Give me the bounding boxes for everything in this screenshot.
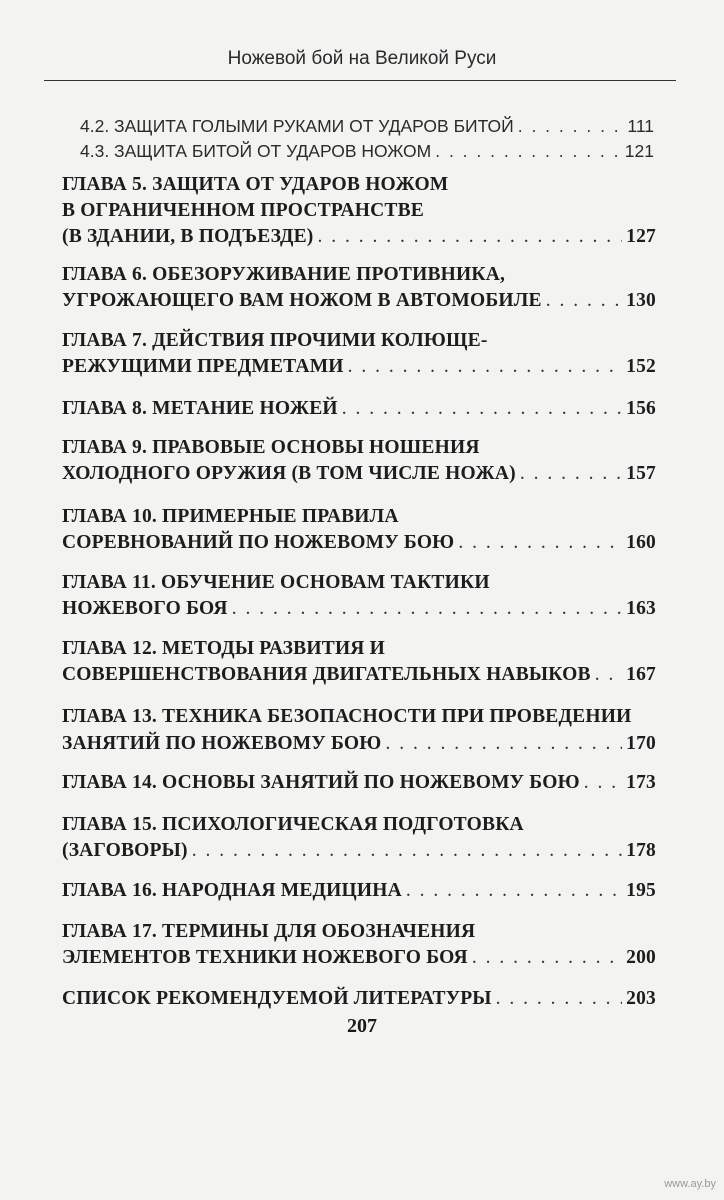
leader-dots [520,463,622,485]
page-number: 207 [347,1015,377,1037]
toc-ch13-line2 [62,733,656,755]
leader-dots [385,733,622,755]
leader-dots [458,532,622,554]
leader-dots [472,947,622,969]
toc-ch10-line2 [62,532,656,554]
leader-dots [406,880,622,902]
toc-entry-4-3 [80,141,654,162]
toc-entry-title: ЭЛЕМЕНТОВ ТЕХНИКИ НОЖЕВОГО БОЯ [62,947,468,968]
toc-ch11-line2 [62,598,656,620]
toc-entry-4-2 [80,116,654,137]
leader-dots [232,598,622,620]
leader-dots [348,356,622,378]
toc-page-number: 200 [626,947,656,968]
toc-page-number: 111 [627,116,654,136]
toc-entry-title: (ЗАГОВОРЫ) [62,840,188,861]
toc-page-number: 127 [626,226,656,247]
toc-page-number: 160 [626,532,656,553]
toc-entry-title: СОРЕВНОВАНИЙ ПО НОЖЕВОМУ БОЮ [62,532,455,553]
toc-page-number: 156 [626,398,656,419]
leader-dots [496,988,622,1010]
toc-ch5-line1: ГЛАВА 5. ЗАЩИТА ОТ УДАРОВ НОЖОМ [62,174,449,195]
toc-ch17-line1: ГЛАВА 17. ТЕРМИНЫ ДЛЯ ОБОЗНАЧЕНИЯ [62,921,476,942]
leader-dots [435,141,621,162]
toc-literature [62,988,656,1010]
running-head: Ножевой бой на Великой Руси [227,48,497,69]
toc-entry-title: СОВЕРШЕНСТВОВАНИЯ ДВИГАТЕЛЬНЫХ НАВЫКОВ [62,664,591,685]
toc-entry-title: 4.2. ЗАЩИТА ГОЛЫМИ РУКАМИ ОТ УДАРОВ БИТОЙ [80,116,514,136]
toc-ch5-line3 [62,226,656,248]
toc-ch5-line2: В ОГРАНИЧЕННОМ ПРОСТРАНСТВЕ [62,200,425,221]
leader-dots [546,290,622,312]
toc-ch16 [62,880,656,902]
toc-ch6-line2 [62,290,656,312]
leader-dots [518,116,624,137]
toc-page-number: 203 [626,988,656,1009]
toc-ch8 [62,398,656,420]
toc-ch7-line1: ГЛАВА 7. ДЕЙСТВИЯ ПРОЧИМИ КОЛЮЩЕ- [62,330,488,351]
toc-page-number: 195 [626,880,656,901]
toc-ch9-line1: ГЛАВА 9. ПРАВОВЫЕ ОСНОВЫ НОШЕНИЯ [62,437,480,458]
toc-entry-title: ХОЛОДНОГО ОРУЖИЯ (В ТОМ ЧИСЛЕ НОЖА) [62,463,516,484]
toc-ch14 [62,772,656,794]
toc-page-number: 121 [624,141,654,161]
leader-dots [595,664,622,686]
toc-entry-title: НОЖЕВОГО БОЯ [62,598,228,619]
toc-entry-title: ГЛАВА 8. МЕТАНИЕ НОЖЕЙ [62,398,338,419]
toc-page-number: 167 [626,664,656,685]
toc-ch10-line1: ГЛАВА 10. ПРИМЕРНЫЕ ПРАВИЛА [62,506,399,527]
toc-page-number: 170 [626,733,656,754]
toc-page-number: 178 [626,840,656,861]
toc-ch9-line2 [62,463,656,485]
toc-page-number: 173 [626,772,656,793]
toc-entry-title: (В ЗДАНИИ, В ПОДЪЕЗДЕ) [62,226,314,247]
leader-dots [317,226,622,248]
toc-ch6-line1: ГЛАВА 6. ОБЕЗОРУЖИВАНИЕ ПРОТИВНИКА, [62,264,506,285]
toc-page-number: 152 [626,356,656,377]
toc-entry-title: ГЛАВА 16. НАРОДНАЯ МЕДИЦИНА [62,880,402,901]
toc-page-number: 163 [626,598,656,619]
toc-entry-title: УГРОЖАЮЩЕГО ВАМ НОЖОМ В АВТОМОБИЛЕ [62,290,542,311]
toc-ch12-line1: ГЛАВА 12. МЕТОДЫ РАЗВИТИЯ И [62,638,386,659]
toc-ch12-line2 [62,664,656,686]
leader-dots [342,398,622,420]
toc-ch11-line1: ГЛАВА 11. ОБУЧЕНИЕ ОСНОВАМ ТАКТИКИ [62,572,490,593]
toc-entry-title: 4.3. ЗАЩИТА БИТОЙ ОТ УДАРОВ НОЖОМ [80,141,432,161]
toc-ch7-line2 [62,356,656,378]
header-rule [44,80,676,81]
toc-page-number: 157 [626,463,656,484]
toc-entry-title: ЗАНЯТИЙ ПО НОЖЕВОМУ БОЮ [62,733,382,754]
toc-entry-title: РЕЖУЩИМИ ПРЕДМЕТАМИ [62,356,344,377]
site-watermark: www.ay.by [664,1178,716,1190]
toc-ch15-line2 [62,840,656,862]
toc-ch17-line2 [62,947,656,969]
toc-entry-title: ГЛАВА 14. ОСНОВЫ ЗАНЯТИЙ ПО НОЖЕВОМУ БОЮ [62,772,580,793]
toc-page-number: 130 [626,290,656,311]
toc-ch15-line1: ГЛАВА 15. ПСИХОЛОГИЧЕСКАЯ ПОДГОТОВКА [62,814,524,835]
toc-entry-title: СПИСОК РЕКОМЕНДУЕМОЙ ЛИТЕРАТУРЫ [62,988,492,1009]
leader-dots [584,772,622,794]
toc-ch13-line1: ГЛАВА 13. ТЕХНИКА БЕЗОПАСНОСТИ ПРИ ПРОВЕДЕНИИ [62,706,632,727]
leader-dots [192,840,622,862]
